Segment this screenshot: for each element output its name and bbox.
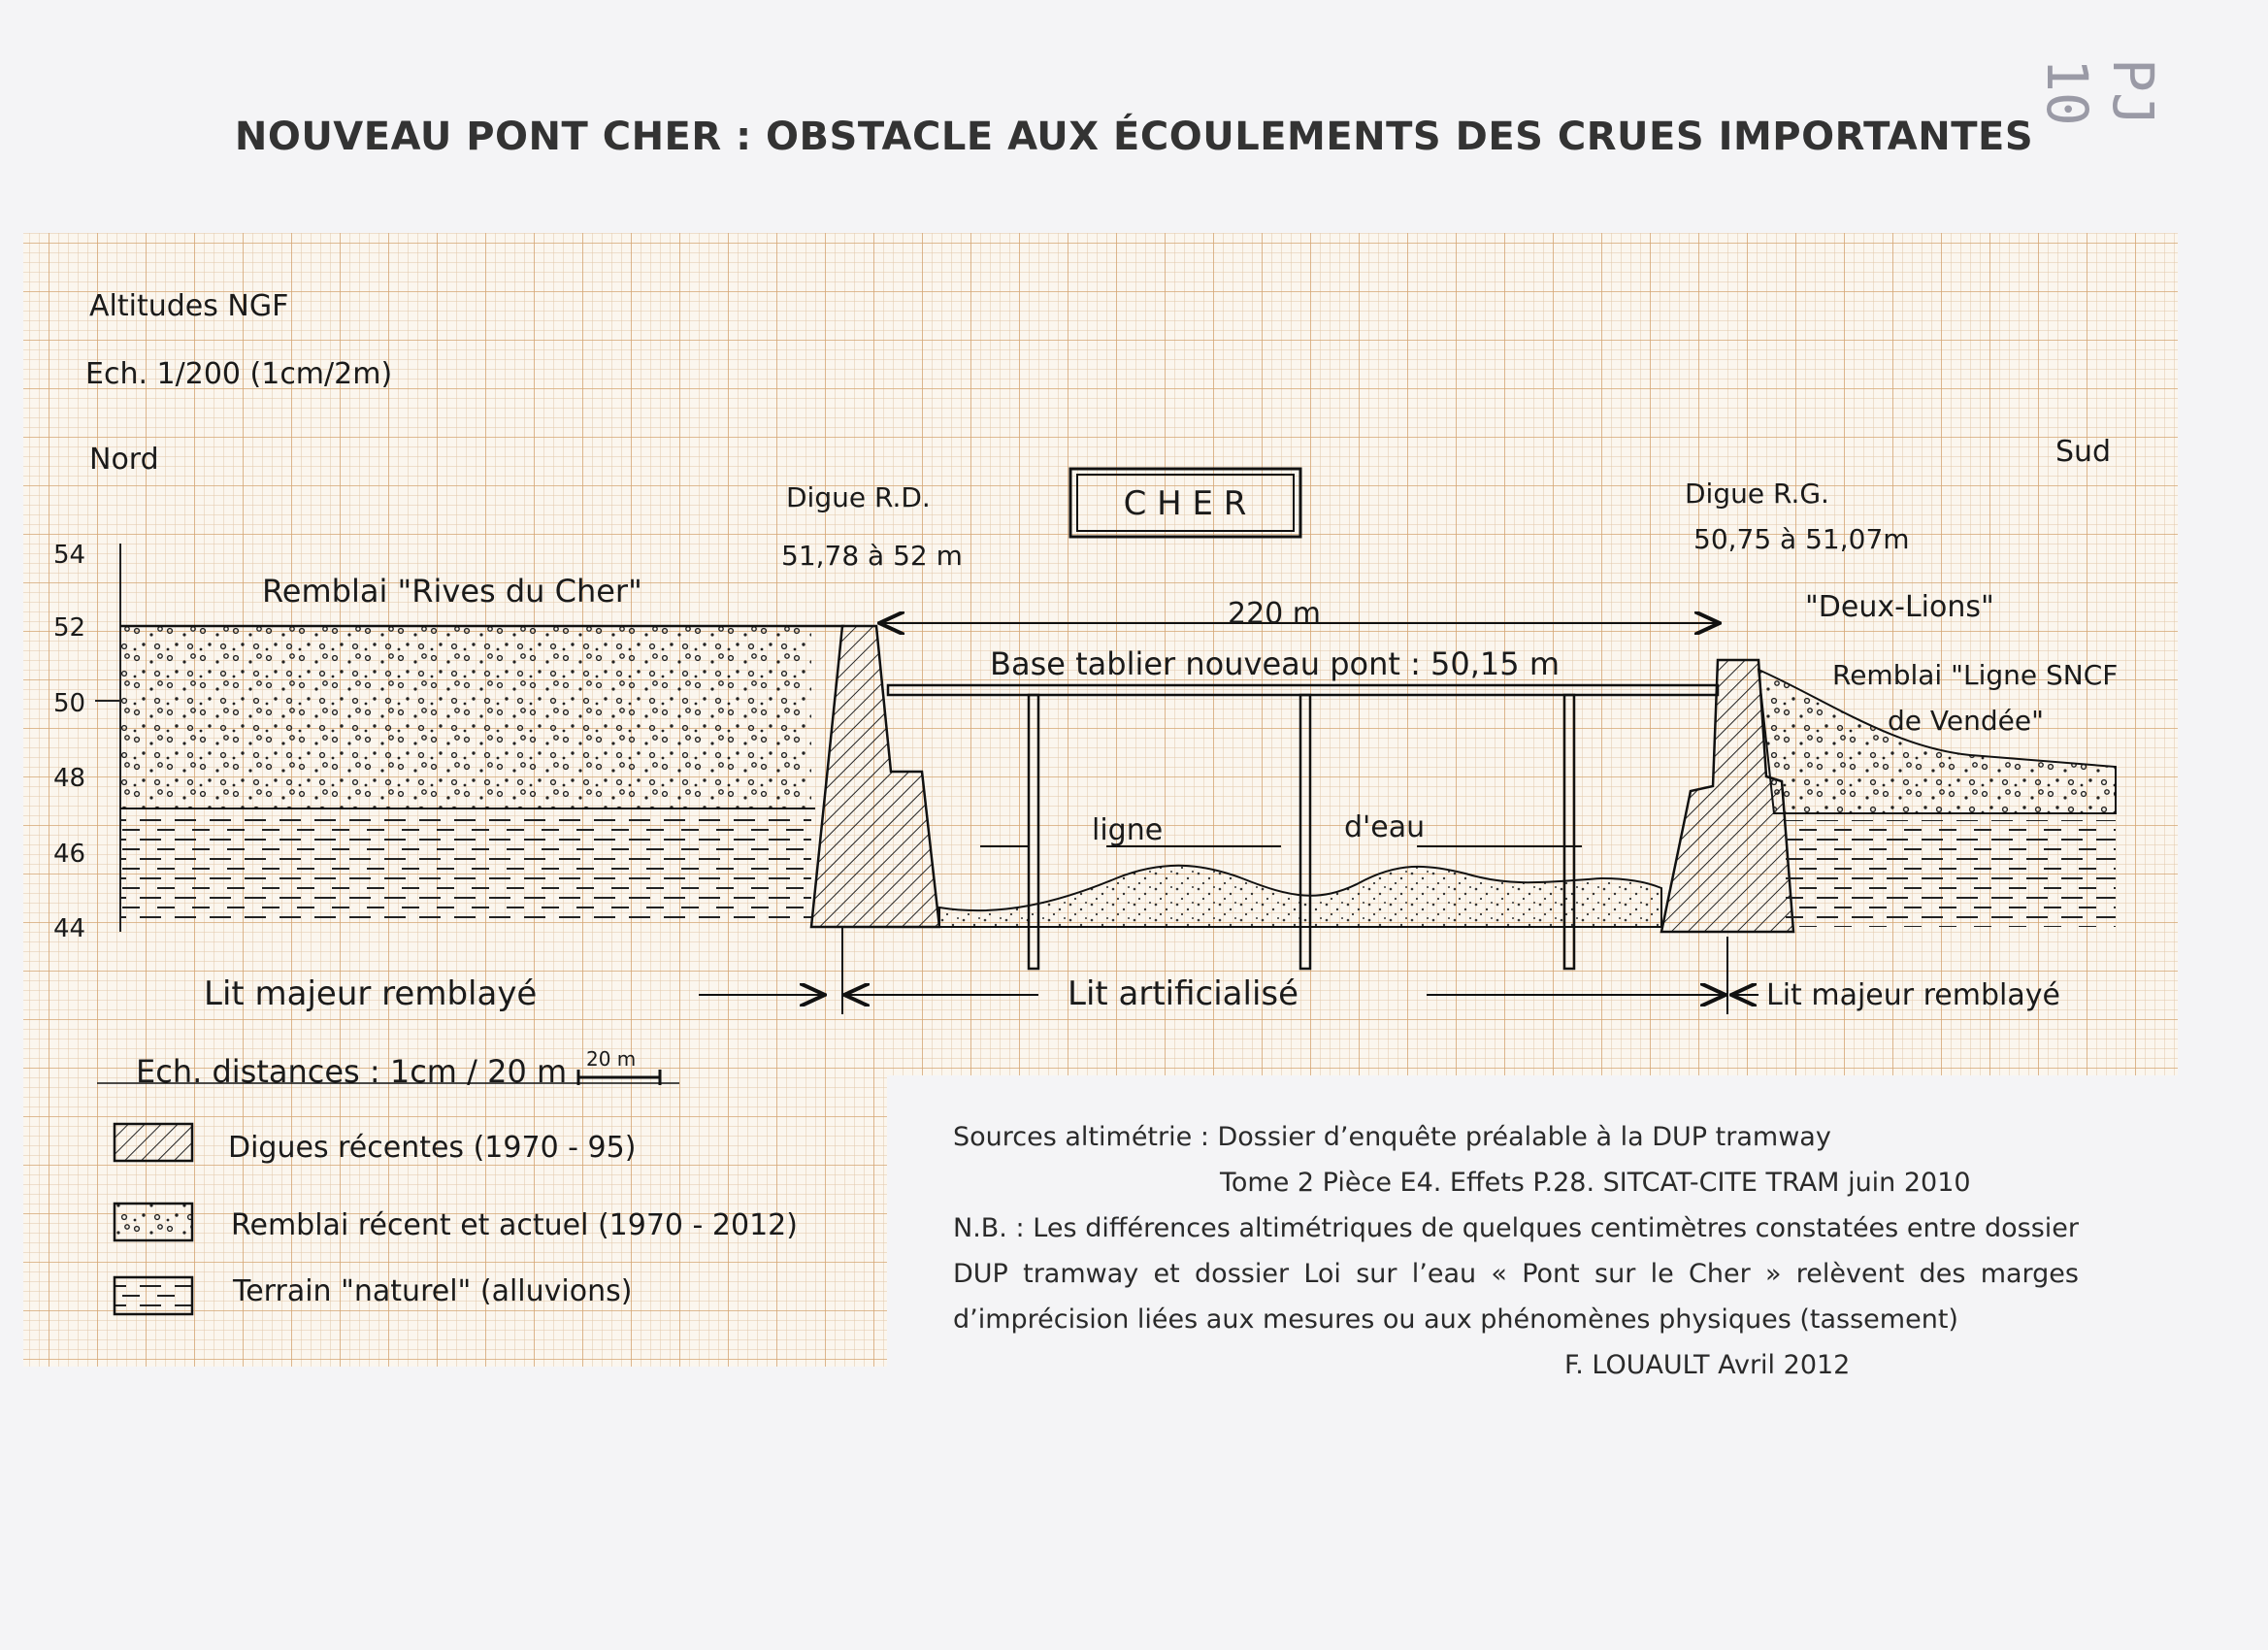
legend-swatch-hatch <box>115 1124 192 1161</box>
digue-rg-title: Digue R.G. <box>1685 478 1829 510</box>
lit-artificialise-label: Lit artificialisé <box>1068 974 1299 1013</box>
tick-48: 48 <box>53 764 86 793</box>
corner-mark: PJ 10 <box>2034 58 2166 126</box>
sources-notes <box>953 1114 2079 1388</box>
tick-44: 44 <box>53 914 86 943</box>
deau-label: d'eau <box>1344 810 1426 844</box>
legend-label-dots: Remblai récent et actuel (1970 - 2012) <box>231 1208 798 1242</box>
legend-swatch-dots <box>115 1204 192 1240</box>
ligne-label: ligne <box>1092 813 1164 847</box>
legend-label-dash: Terrain "naturel" (alluvions) <box>233 1274 633 1308</box>
tablier-label: Base tablier nouveau pont : 50,15 m <box>990 645 1560 682</box>
echelle-distances-label: Ech. distances : 1cm / 20 m <box>136 1053 568 1090</box>
tick-50: 50 <box>53 689 86 718</box>
echelle-label: Ech. 1/200 (1cm/2m) <box>85 357 393 391</box>
cher-label: C H E R <box>1123 484 1247 523</box>
nord-label: Nord <box>89 443 159 477</box>
digue-rd-title: Digue R.D. <box>786 481 931 513</box>
remblai-rives-label: Remblai "Rives du Cher" <box>262 573 642 610</box>
deux-lions-label: "Deux-Lions" <box>1805 590 1994 624</box>
nb-line2: DUP tramway et dossier Loi sur l’eau « Pont sur le Cher » relèvent des marges <box>953 1259 2079 1289</box>
tick-54: 54 <box>53 541 86 570</box>
tick-46: 46 <box>53 840 86 869</box>
nb-line1: N.B. : Les différences altimétriques de quelques centimètres constatées entre dossier <box>953 1213 2079 1243</box>
nb-line3: d’imprécision liées aux mesures ou aux phénomènes physiques (tassement) <box>953 1304 1958 1335</box>
scale-bar-label: 20 m <box>586 1047 637 1071</box>
sources-line2: Tome 2 Pièce E4. Effets P.28. SITCAT-CITE TRAM juin 2010 <box>1220 1168 1971 1198</box>
lit-majeur-right-label: Lit majeur remblayé <box>1766 978 2060 1012</box>
sources-line1: Sources altimétrie : Dossier d’enquête préalable à la DUP tramway <box>953 1122 1831 1152</box>
legend-label-hatch: Digues récentes (1970 - 95) <box>228 1131 637 1165</box>
span-label: 220 m <box>1228 597 1322 631</box>
altitudes-label: Altitudes NGF <box>89 289 289 323</box>
tick-52: 52 <box>53 613 86 643</box>
legend-swatch-dash <box>115 1277 192 1314</box>
digue-rg-altitude: 50,75 à 51,07m <box>1693 523 1910 555</box>
lit-majeur-left-label: Lit majeur remblayé <box>204 974 538 1013</box>
sud-label: Sud <box>2055 435 2112 469</box>
digue-rd-altitude: 51,78 à 52 m <box>781 540 963 572</box>
left-bank-section <box>120 626 844 922</box>
remblai-sncf-label-1: Remblai "Ligne SNCF <box>1832 659 2119 691</box>
remblai-sncf-label-2: de Vendée" <box>1888 705 2044 737</box>
page-title: NOUVEAU PONT CHER : OBSTACLE AUX ÉCOULEMENTS DES CRUES IMPORTANTES <box>234 115 2034 159</box>
signature: F. LOUAULT Avril 2012 <box>1564 1350 1851 1380</box>
